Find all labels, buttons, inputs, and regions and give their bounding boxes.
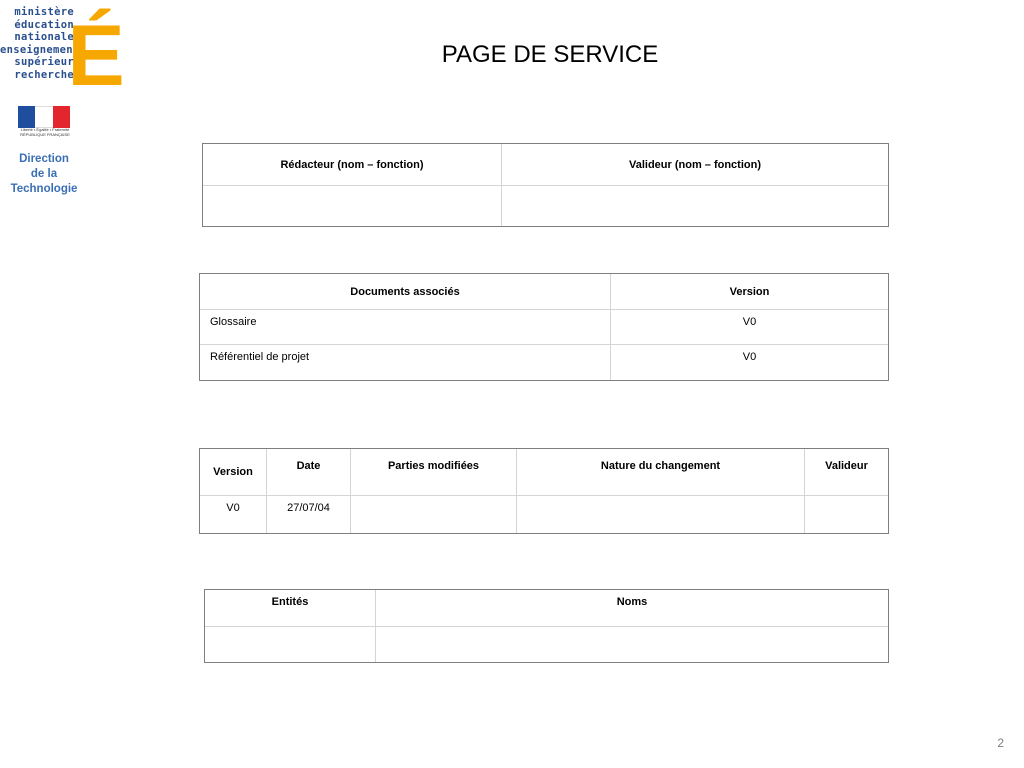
valideur-cell [502, 186, 889, 227]
history-parts-cell [351, 496, 517, 534]
header-version: Version [200, 449, 267, 496]
header-valideur: Valideur (nom – fonction) [502, 144, 889, 186]
logo-line: éducation [14, 18, 74, 31]
logo-line: nationale [14, 31, 74, 43]
page-number: 2 [997, 736, 1004, 750]
table-row [200, 310, 889, 345]
logo-e-letter: É [67, 8, 125, 104]
french-flag-logo [18, 106, 70, 128]
page-title: PAGE DE SERVICE [441, 41, 659, 68]
history-date-cell: 27/07/04 [267, 496, 351, 534]
header-parties-modifiees: Parties modifiées [351, 449, 517, 496]
header-version: Version [611, 274, 889, 310]
logo-line: ministère [14, 6, 74, 18]
history-validator-cell [805, 496, 889, 534]
document-name-cell: Glossaire [200, 310, 611, 345]
table-row [200, 496, 889, 534]
entities-table [204, 589, 889, 663]
authors-table [202, 143, 889, 227]
document-version-cell: V0 [611, 345, 889, 381]
documents-table [199, 273, 889, 381]
header-date: Date [267, 449, 351, 496]
header-documents: Documents associés [200, 274, 611, 310]
flag-caption: Liberté • Égalité • Fraternité RÉPUBLIQUE FRANÇAISE [20, 127, 70, 137]
entity-cell [205, 627, 376, 663]
direction-label: Direction de la Technologie [10, 153, 78, 195]
document-version-cell: V0 [611, 310, 889, 345]
logo-line: supérieur [14, 56, 74, 68]
redacteur-cell [203, 186, 502, 227]
ministry-logo-text [0, 6, 80, 81]
header-redacteur: Rédacteur (nom – fonction) [203, 144, 502, 186]
names-cell [376, 627, 889, 663]
table-row [200, 345, 889, 381]
history-version-cell: V0 [200, 496, 267, 534]
header-noms: Noms [376, 590, 889, 627]
logo-line: recherche [14, 68, 74, 81]
header-nature-changement: Nature du changement [517, 449, 805, 496]
document-name-cell: Référentiel de projet [200, 345, 611, 381]
history-nature-cell [517, 496, 805, 534]
header-entites: Entités [205, 590, 376, 627]
header-valideur: Valideur [805, 449, 889, 496]
logo-line: enseignement [0, 43, 80, 56]
history-table [199, 448, 889, 534]
